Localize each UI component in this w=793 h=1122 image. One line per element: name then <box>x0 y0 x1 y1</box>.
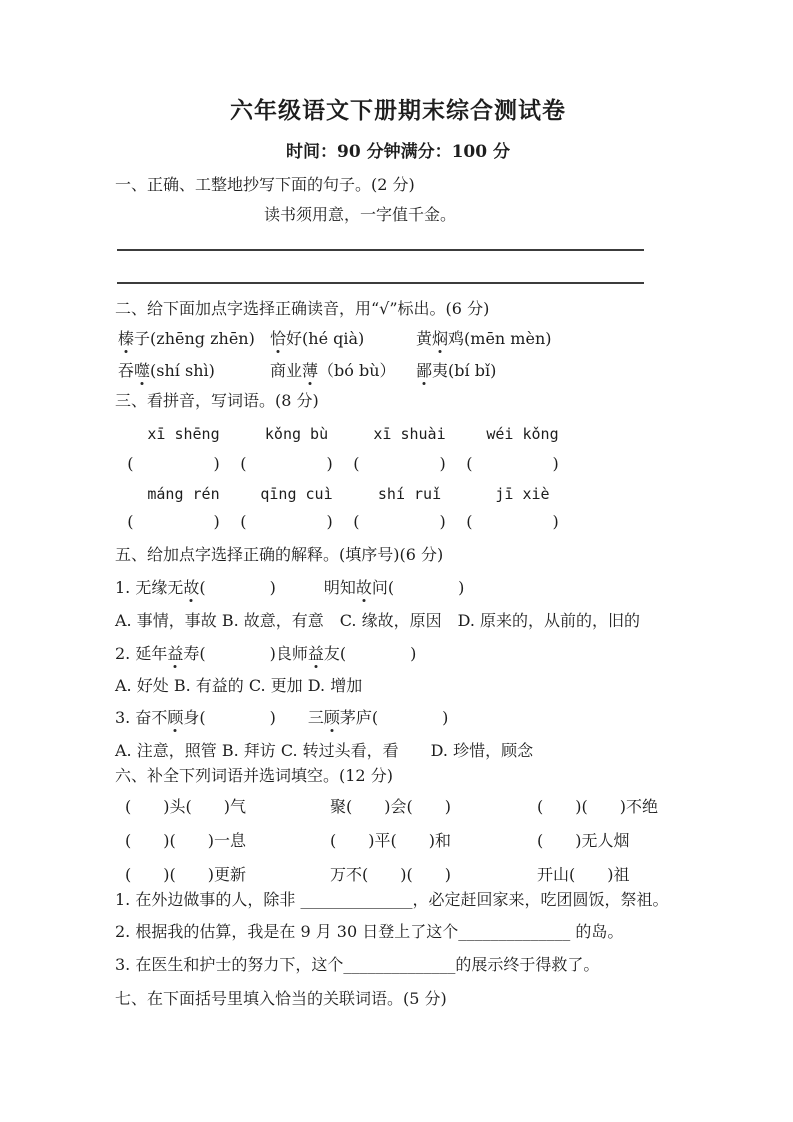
word-blank: ( ) <box>353 454 446 473</box>
word-blank: ( ) <box>240 512 333 531</box>
word-blank: ( ) <box>127 512 220 531</box>
question-text: 问( ) <box>371 578 465 597</box>
page-title: 六年级语文下册期末综合测试卷 <box>230 97 566 124</box>
pinyin-word: wéi kǒng <box>486 425 559 443</box>
section5-question-3 <box>115 707 681 729</box>
section5-heading: 五、给加点字选择正确的解释。(填序号)(6 分) <box>115 545 444 564</box>
section2-row-1 <box>115 328 681 350</box>
pronunciation-item-2 <box>270 328 416 350</box>
dotted-char: 益 <box>307 644 324 663</box>
section5-options-2: A. 好处 B. 有益的 C. 更加 D. 增加 <box>115 676 363 695</box>
paren-blank-row-2 <box>115 511 681 533</box>
word-blank: ( ) <box>353 512 446 531</box>
idiom-blank: ( )( )不绝 <box>537 797 658 816</box>
pronunciation-item-1 <box>118 328 270 350</box>
section6-heading: 六、补全下列词语并选词填空。(12 分) <box>115 766 393 785</box>
section6-sentence-3: 3. 在医生和护士的努力下，这个______________的展示终于得救了。 <box>115 955 600 974</box>
item-pre: 黄 <box>416 329 433 348</box>
idiom-blank: ( )头( )气 <box>125 797 246 816</box>
paren-blank-row-1 <box>115 453 681 475</box>
section6-idiom-row-2 <box>115 830 681 852</box>
idiom-blank: ( )平( )和 <box>330 831 451 850</box>
dotted-char: 顾 <box>167 708 184 727</box>
pronunciation-item-3 <box>416 328 681 350</box>
item-post: 好(hé qià) <box>286 329 365 348</box>
pinyin-word: máng rén <box>147 485 220 503</box>
question-text: 友( ) <box>323 644 417 663</box>
item-pre: 吞 <box>118 361 135 380</box>
dotted-char: 薄 <box>302 361 319 380</box>
dotted-char: 顾 <box>323 708 340 727</box>
page-subtitle: 时间：90 分钟满分：100 分 <box>286 142 510 162</box>
item-post: (shí shì) <box>150 361 215 380</box>
dotted-char: 噬 <box>134 361 151 380</box>
question-text: 茅庐( ) <box>339 708 449 727</box>
section5-question-2 <box>115 643 681 665</box>
pinyin-word: xī shēng <box>147 425 220 443</box>
dotted-char: 故 <box>183 578 200 597</box>
pronunciation-item-6 <box>416 360 681 382</box>
answer-line-1 <box>117 249 644 251</box>
item-post: 子(zhēng zhēn) <box>134 329 255 348</box>
pinyin-row-2 <box>115 483 681 505</box>
section2-heading: 二、给下面加点字选择正确读音，用“√”标出。(6 分) <box>115 299 490 318</box>
pinyin-word: qīng cuì <box>260 485 333 503</box>
idiom-blank: 万不( )( ) <box>330 865 451 884</box>
idiom-blank: 聚( )会( ) <box>330 797 451 816</box>
item-post: （bó bù） <box>318 361 396 380</box>
pinyin-word: shí ruǐ <box>377 485 442 503</box>
answer-line-2 <box>117 282 644 284</box>
question-text: 3. 奋不 <box>115 708 168 727</box>
pinyin-word: jī xiè <box>495 485 550 503</box>
section1-heading: 一、正确、工整地抄写下面的句子。(2 分) <box>115 175 415 194</box>
idiom-blank: ( )无人烟 <box>537 831 630 850</box>
section1-copy-sentence: 读书须用意，一字值千金。 <box>263 205 456 224</box>
pinyin-row-1 <box>115 423 681 445</box>
idiom-blank: 开山( )祖 <box>537 865 630 884</box>
section6-idiom-row-3 <box>115 864 681 886</box>
question-text: 1. 无缘无 <box>115 578 184 597</box>
idiom-blank: ( )( )一息 <box>125 831 246 850</box>
section5-question-1 <box>115 577 681 599</box>
word-blank: ( ) <box>127 454 220 473</box>
section6-sentence-2: 2. 根据我的估算，我是在 9 月 30 日登上了这个______________ 的岛。 <box>115 922 624 941</box>
section6-idiom-row-1 <box>115 796 681 818</box>
dotted-char: 榛 <box>118 329 135 348</box>
question-text: 身( ) 三 <box>183 708 324 727</box>
question-text: ( ) 明知 <box>199 578 356 597</box>
word-blank: ( ) <box>466 512 559 531</box>
question-text: 2. 延年 <box>115 644 168 663</box>
idiom-blank: ( )( )更新 <box>125 865 246 884</box>
word-blank: ( ) <box>466 454 559 473</box>
pinyin-word: xī shuài <box>373 425 446 443</box>
section5-options-1: A. 事情，事故 B. 故意，有意 C. 缘故，原因 D. 原来的，从前的，旧的 <box>115 611 641 630</box>
pronunciation-item-5 <box>270 360 416 382</box>
word-blank: ( ) <box>240 454 333 473</box>
section3-heading: 三、看拼音，写词语。(8 分) <box>115 391 319 410</box>
section7-heading: 七、在下面括号里填入恰当的关联词语。(5 分) <box>115 989 447 1008</box>
section6-sentence-1: 1. 在外边做事的人，除非 ______________，必定赶回家来，吃团圆饭，祭祖。 <box>115 890 669 909</box>
dotted-char: 恰 <box>270 329 287 348</box>
dotted-char: 故 <box>355 578 372 597</box>
pinyin-word: kǒng bù <box>264 425 329 443</box>
item-pre: 商业 <box>270 361 303 380</box>
dotted-char: 益 <box>167 644 184 663</box>
dotted-char: 鄙 <box>416 361 433 380</box>
dotted-char: 焖 <box>432 329 449 348</box>
item-post: 夷(bí bǐ) <box>432 361 497 380</box>
section2-row-2 <box>115 360 681 382</box>
section5-options-3: A. 注意，照管 B. 拜访 C. 转过头看，看 D. 珍惜，顾念 <box>115 741 534 760</box>
question-text: 寿( )良师 <box>183 644 308 663</box>
pronunciation-item-4 <box>118 360 270 382</box>
item-post: 鸡(mēn mèn) <box>448 329 552 348</box>
